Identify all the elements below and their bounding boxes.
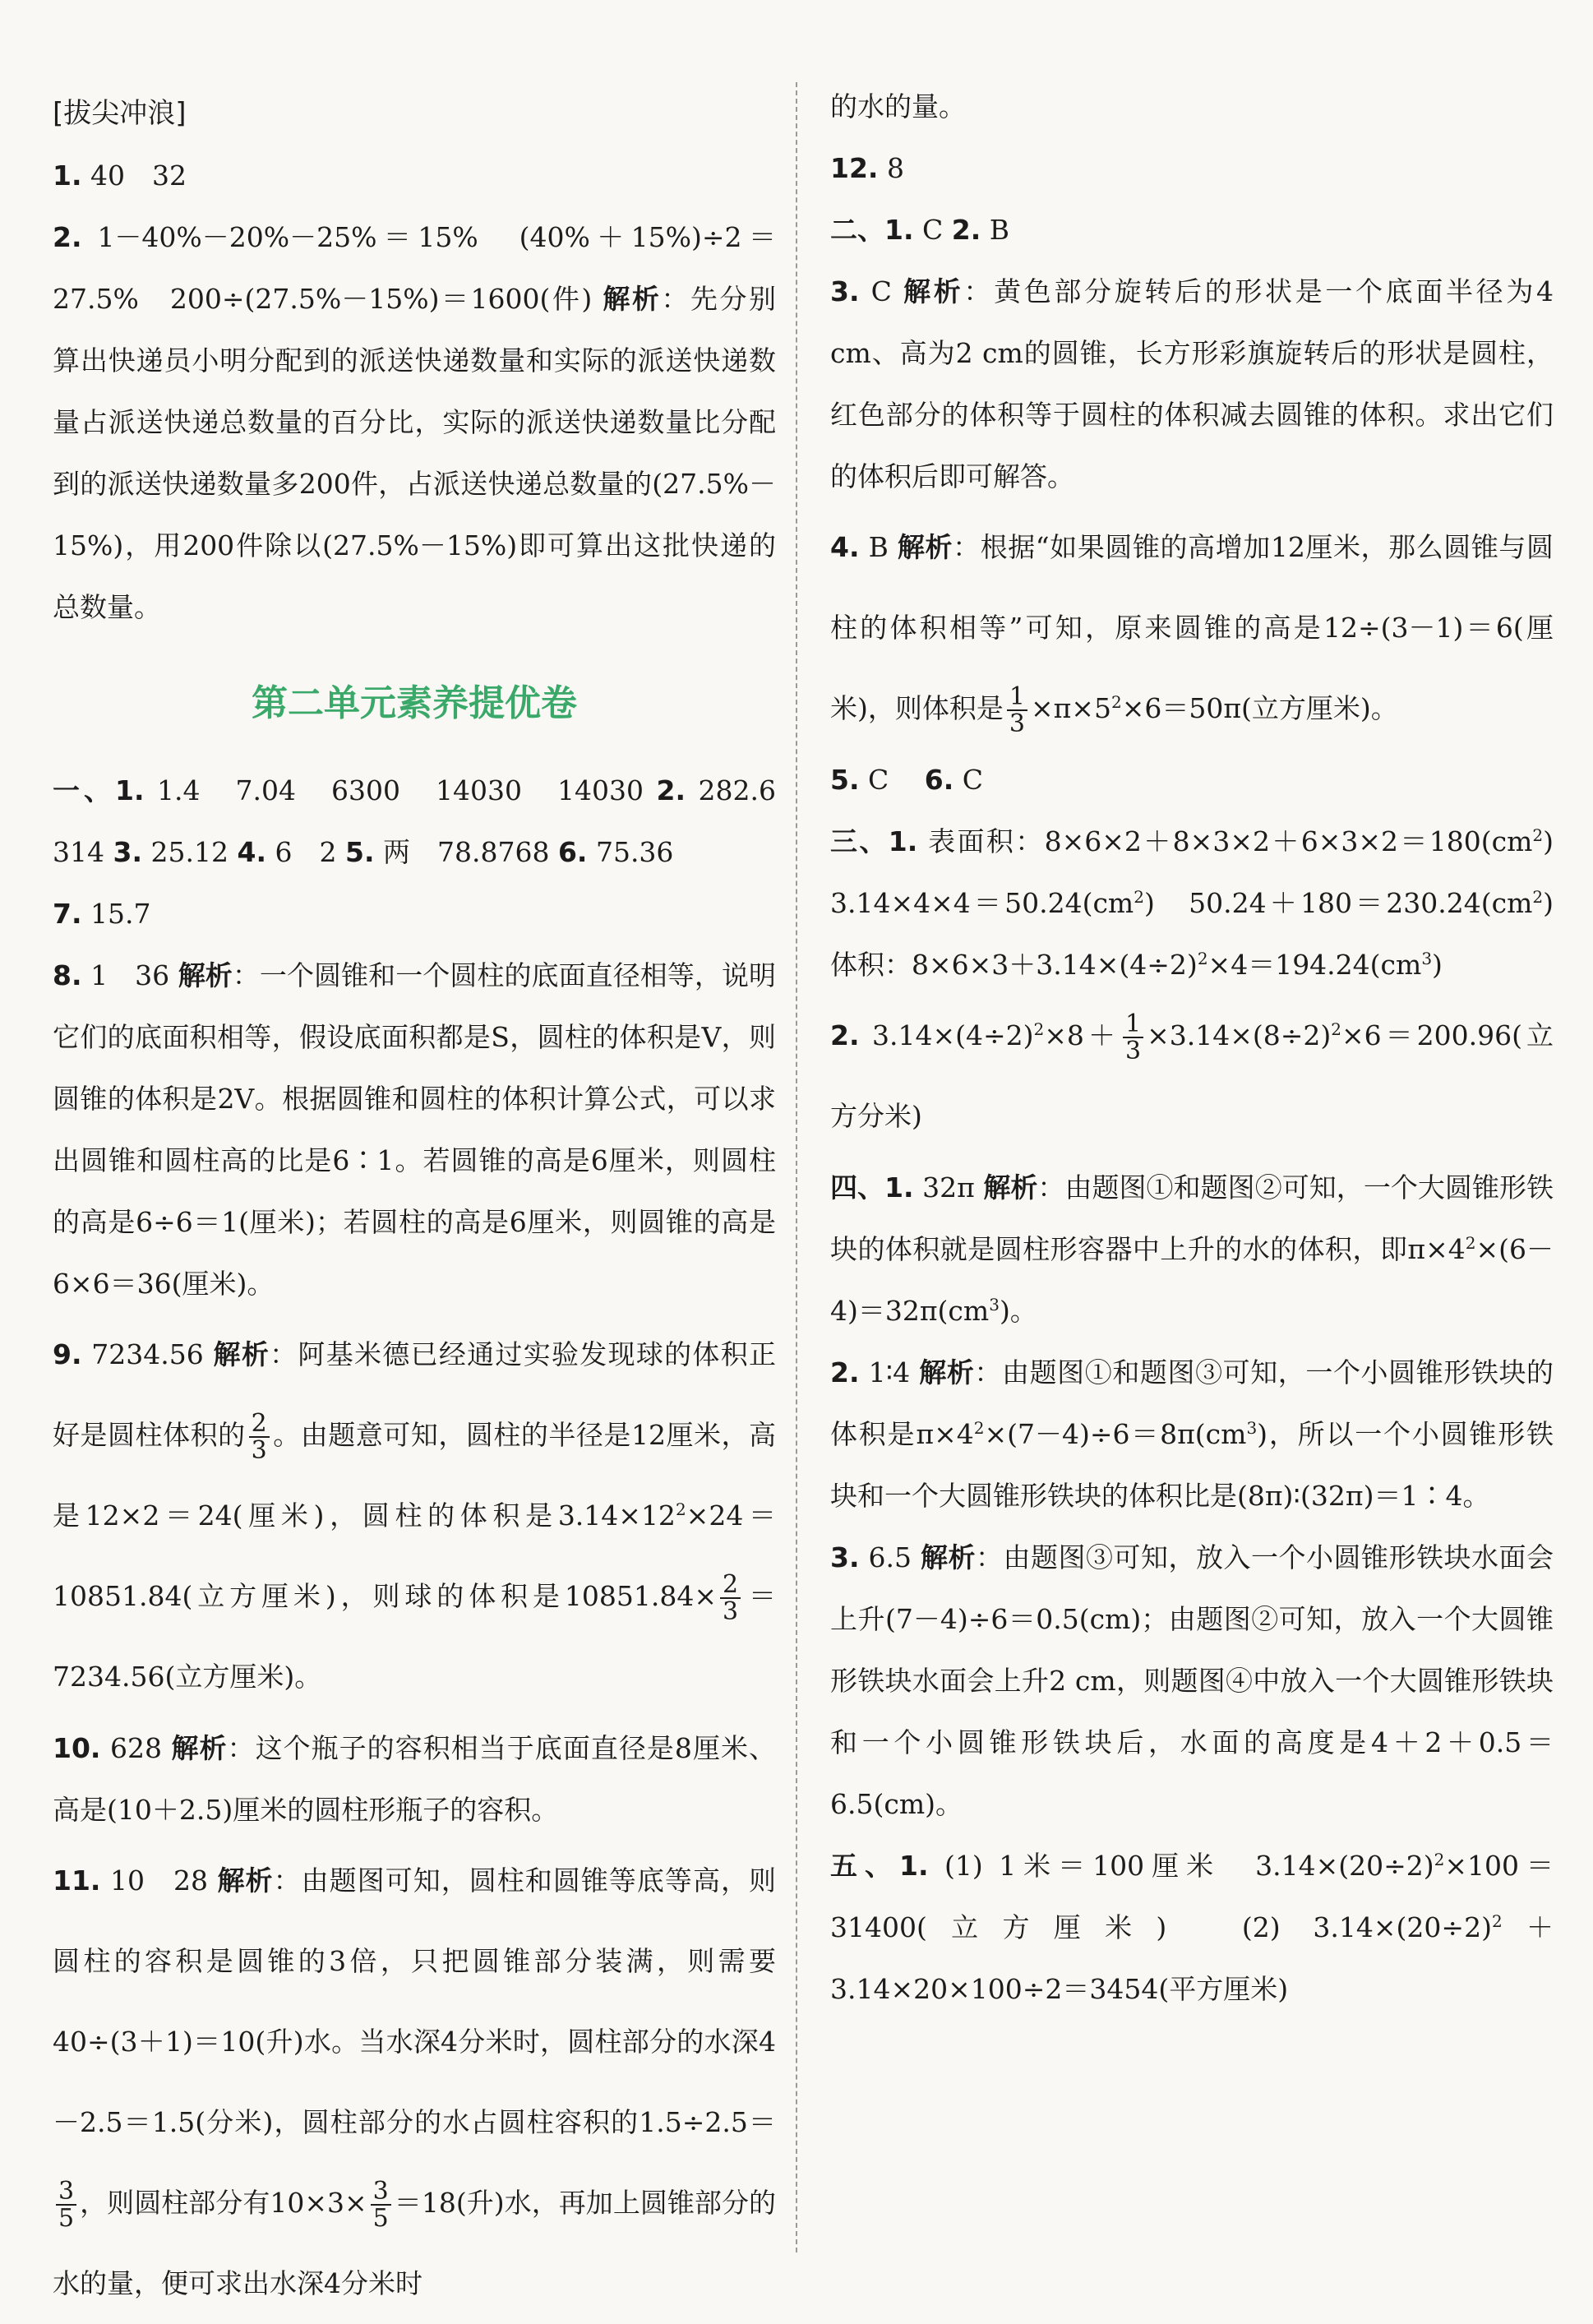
answer-text: 表面积：8×6×2＋8×3×2＋6×3×2＝180(cm (928, 825, 1533, 857)
q-number: 1. (888, 825, 918, 857)
numerator: 3 (371, 2178, 391, 2206)
q-number: 2. (830, 1019, 860, 1051)
continuation-line (830, 76, 1554, 137)
superscript: 2 (1197, 949, 1208, 968)
answer-text: ×4＝194.24(cm (1207, 949, 1422, 981)
analysis-text: )，所以一个小圆锥形铁块和一个大圆锥形铁块的体积比是(8π)∶(32π)＝1∶4。 (830, 1418, 1554, 1512)
answer-text: C (868, 764, 889, 796)
answer-text: 75.36 (595, 836, 674, 868)
bj-q1 (53, 145, 776, 206)
answer-text: (1) 1米＝100厘米 3.14×(20÷2) (944, 1850, 1434, 1882)
q-number: 11. (53, 1864, 101, 1897)
answer-text: ) 3.14×4×4＝50.24(cm (830, 825, 1581, 919)
section-number: 五、 (830, 1850, 899, 1882)
answer-text: ＋3.14×20×100÷2＝3454(平方厘米) (830, 1911, 1554, 2005)
analysis-text: 。由题意可知，圆柱的半径是12厘米，高是12×2＝24(厘米)，圆柱的体积是3.14×12 (53, 1419, 777, 1532)
numerator: 1 (1123, 1011, 1143, 1039)
s1-q10 (53, 1717, 776, 1841)
q-number: 10. (53, 1732, 101, 1764)
answer-text: ×6＝200.96(立方分米) (830, 1019, 1554, 1132)
answer-text: B (868, 531, 889, 563)
answer-text: ) 50.24＋180＝230.24(cm (1143, 887, 1533, 919)
answer-text: 628 (109, 1732, 162, 1764)
s2-q3 (830, 261, 1554, 507)
analysis-text: 这个瓶子的容积相当于底面直径是8厘米、高是(10＋2.5)厘米的圆柱形瓶子的容积。 (53, 1732, 776, 1826)
q-number: 2. (53, 221, 82, 253)
s1-q7 (53, 883, 776, 945)
q-number: 9. (53, 1338, 82, 1370)
q-number: 6. (924, 764, 954, 796)
answer-text: 1－40%－20%－25%＝15% (40%＋15%)÷2＝27.5% 200÷(27.5%－15%)＝1600(件) (53, 221, 776, 315)
analysis-text: 的水的量。 (830, 90, 966, 122)
colon: ： (661, 283, 690, 315)
s2-q4 (830, 507, 1554, 749)
q-number: 1. (53, 159, 82, 192)
colon: ： (232, 959, 260, 991)
q-number: 6. (557, 836, 588, 868)
superscript: 2 (1033, 1019, 1045, 1039)
superscript: 3 (1246, 1418, 1258, 1438)
analysis-text: ×(7－4)÷6＝8π(cm (984, 1418, 1247, 1450)
analysis-label: 解析 (603, 283, 662, 315)
colon: ： (976, 1541, 1004, 1573)
q-number: 5. (830, 764, 860, 796)
section-number: 二、 (830, 214, 884, 246)
colon: ： (963, 275, 995, 307)
analysis-text: 由题图①和题图②可知，一个大圆锥形铁块的体积就是圆柱形容器中上升的水的体积，即π×4 (830, 1171, 1554, 1265)
section-number: 四、 (830, 1171, 885, 1204)
left-column (53, 82, 803, 2324)
s4-q2 (830, 1342, 1554, 1527)
q-number: 12. (830, 152, 879, 184)
analysis-text: ×24＝10851.84(立方厘米)，则球的体积是10851.84× (53, 1499, 776, 1612)
superscript: 2 (675, 1499, 686, 1519)
denominator: 3 (251, 1436, 267, 1465)
answer-text: 6.5 (868, 1541, 912, 1573)
answer-text: 1 36 (90, 959, 170, 991)
answer-text: ×3.14×(8÷2) (1147, 1019, 1332, 1051)
colon: ： (273, 1864, 302, 1897)
answer-text: 6 2 (275, 836, 337, 868)
box-title-line (53, 82, 776, 145)
analysis-text: ＝7234.56(立方厘米)。 (53, 1580, 776, 1693)
q-number: 3. (830, 275, 860, 307)
analysis-text: 黄色部分旋转后的形状是一个底面半径为4 cm、高为2 cm的圆锥，长方形彩旗旋转后的形状是圆柱，红色部分的体积等于圆柱的体积减去圆锥的体积。求出它们的体积后即可解答。 (830, 275, 1554, 492)
s1-answers (53, 760, 803, 883)
superscript: 2 (973, 1418, 985, 1438)
answer-text: 15.7 (90, 898, 151, 930)
s1-q9 (53, 1314, 776, 1717)
colon: ： (1037, 1171, 1065, 1204)
analysis-label: 解析 (919, 1356, 975, 1388)
answer-text: B (989, 214, 1010, 246)
q-number: 2. (830, 1356, 860, 1388)
q-number: 4. (830, 531, 860, 563)
q-number: 3. (113, 836, 142, 868)
analysis-text: ×(6－4)＝32π(cm (830, 1233, 1554, 1327)
answer-text: ×8＋ (1044, 1019, 1120, 1051)
s2-answers (830, 199, 1554, 261)
answer-text: 3.14×(4÷2) (872, 1019, 1034, 1051)
section-number: 一、 (53, 774, 116, 806)
analysis-text: 阿基米德已经通过实验发现球的体积正好是圆柱体积的 (53, 1338, 777, 1451)
analysis-text: ×6＝50π(立方厘米)。 (1121, 692, 1398, 724)
q-number: 7. (53, 898, 82, 930)
superscript: 2 (1465, 1233, 1476, 1253)
q-number: 1. (884, 1171, 914, 1204)
fraction (249, 1408, 270, 1465)
analysis-label: 解析 (983, 1171, 1038, 1204)
fraction (1007, 681, 1027, 738)
q-number: 4. (237, 836, 266, 868)
analysis-label: 解析 (171, 1732, 228, 1764)
q-number: 1. (898, 1850, 929, 1882)
denominator: 3 (1124, 1037, 1142, 1065)
analysis-label: 解析 (897, 531, 953, 563)
denominator: 5 (58, 2204, 75, 2233)
answer-text: 1∶4 (868, 1356, 911, 1388)
denominator: 3 (1009, 709, 1025, 738)
analysis-text: 由题图③可知，放入一个小圆锥形铁块水面会上升(7－4)÷6＝0.5(cm)；由题图②可知，放入一个大圆锥形铁块水面会上升2 cm，则题图④中放入一个大圆锥形铁块和一个小圆锥形铁块后，水面的高度是4＋2＋0.5＝6.5(cm)。 (830, 1541, 1554, 1820)
fraction (56, 2178, 76, 2232)
answer-text: ×100＝31400(立方厘米) (2) 3.14×(20÷2) (830, 1850, 1554, 1943)
answer-text: 7234.56 (91, 1338, 204, 1370)
answer-text: 8 (886, 152, 904, 184)
s3-q1 (830, 811, 1581, 996)
s2-q5-q6 (830, 749, 1554, 811)
bj-q2 (53, 206, 776, 638)
superscript: 2 (1331, 1019, 1341, 1039)
q-number: 2. (656, 774, 686, 806)
analysis-text: )。 (999, 1295, 1037, 1327)
q-number: 3. (830, 1541, 860, 1573)
answer-text: C (870, 275, 892, 307)
fraction (1123, 1011, 1143, 1065)
analysis-label: 解析 (213, 1338, 270, 1370)
analysis-text: 由题图可知，圆柱和圆锥等底等高，则圆柱的容积是圆锥的3倍，只把圆锥部分装满，则需要40÷(3＋1)＝10(升)水。当水深4分米时，圆柱部分的水深4－2.5＝1.5(分米)，圆柱部分的水占圆柱容积的1.5÷2.5＝ (53, 1864, 777, 2138)
numerator: 2 (720, 1572, 741, 1600)
section-number: 三、 (830, 825, 889, 857)
s1-q12 (830, 137, 1554, 199)
answer-text: ) 体积：8×6×3＋3.14×(4÷2) (830, 887, 1581, 981)
superscript: 2 (1491, 1911, 1503, 1931)
answer-text: C (962, 764, 983, 796)
analysis-label: 解析 (903, 275, 964, 307)
s4-q1 (830, 1157, 1554, 1342)
q-number: 1. (115, 774, 145, 806)
analysis-label: 解析 (217, 1864, 274, 1897)
analysis-text: ，则圆柱部分有10×3× (80, 2187, 367, 2219)
superscript: 2 (1134, 887, 1144, 907)
s1-q11 (53, 1841, 776, 2324)
analysis-text: 由题图①和题图③可知，一个小圆锥形铁块的体积是π×4 (830, 1356, 1554, 1450)
fraction (371, 2178, 391, 2232)
fraction (720, 1569, 741, 1626)
answer-text: 282.6 314 (53, 774, 803, 868)
analysis-text: 根据“如果圆锥的高增加12厘米，那么圆锥与圆柱的体积相等”可知，原来圆锥的高是12÷(3－1)＝6(厘米)，则体积是 (830, 531, 1554, 724)
superscript: 2 (1532, 825, 1544, 845)
denominator: 5 (372, 2204, 389, 2233)
s1-q8 (53, 945, 776, 1314)
superscript: 2 (1434, 1850, 1445, 1869)
superscript: 3 (989, 1295, 1000, 1314)
s5-q1 (830, 1835, 1554, 2020)
colon: ： (974, 1356, 1003, 1388)
column-divider (796, 82, 797, 2252)
right-column (830, 76, 1581, 2020)
superscript: 2 (1110, 692, 1122, 712)
numerator: 3 (56, 2178, 76, 2206)
numerator: 2 (249, 1411, 270, 1439)
s4-q3 (830, 1527, 1554, 1835)
analysis-label: 解析 (178, 959, 233, 991)
unit-title: 第二单元素养提优卷 (252, 682, 577, 724)
superscript: 3 (1421, 949, 1433, 968)
analysis-text: 先分别算出快递员小明分配到的派送快递数量和实际的派送快递数量占派送快递总数量的百分比，实际的派送快递数量比分配到的派送快递数量多200件，占派送快递总数量的(27.5%－15%)，用200件除以(27.5%－15%)即可算出这批快递的总数量。 (53, 283, 776, 623)
answer-text: 32π (922, 1171, 975, 1204)
q-number: 8. (53, 959, 82, 991)
analysis-text: ＝18(升)水，再加上圆锥部分的水的量，便可求出水深4分米时 (53, 2187, 776, 2299)
colon: ： (227, 1732, 256, 1764)
analysis-text: ×π×5 (1030, 692, 1111, 724)
denominator: 3 (723, 1597, 739, 1626)
numerator: 1 (1007, 684, 1027, 712)
s3-q2 (830, 996, 1554, 1157)
answer-text: 40 32 (90, 159, 187, 192)
analysis-label: 解析 (920, 1541, 976, 1573)
q-number: 2. (951, 214, 981, 246)
q-number: 5. (344, 836, 375, 868)
answer-text: 两 78.8768 (382, 836, 550, 868)
answer-text: 25.12 (150, 836, 229, 868)
answer-text: 10 28 (109, 1864, 209, 1897)
colon: ： (270, 1338, 298, 1370)
colon: ： (953, 531, 981, 563)
answer-text: ) (1432, 949, 1443, 981)
answer-text: 1.4 7.04 6300 14030 14030 (157, 774, 644, 806)
answer-text: C (922, 214, 944, 246)
section-box-title: [拔尖冲浪] (53, 97, 187, 130)
analysis-text: 一个圆锥和一个圆柱的底面直径相等，说明它们的底面积相等，假设底面积都是S，圆柱的体积是V，则圆锥的体积是2V。根据圆锥和圆柱的体积计算公式，可以求出圆锥和圆柱高的比是6∶1。若圆锥的高是6厘米，则圆柱的高是6÷6＝1(厘米)；若圆柱的高是6厘米，则圆锥的高是6×6＝36(厘米)。 (53, 959, 777, 1300)
q-number: 1. (884, 214, 914, 246)
superscript: 2 (1532, 887, 1544, 907)
